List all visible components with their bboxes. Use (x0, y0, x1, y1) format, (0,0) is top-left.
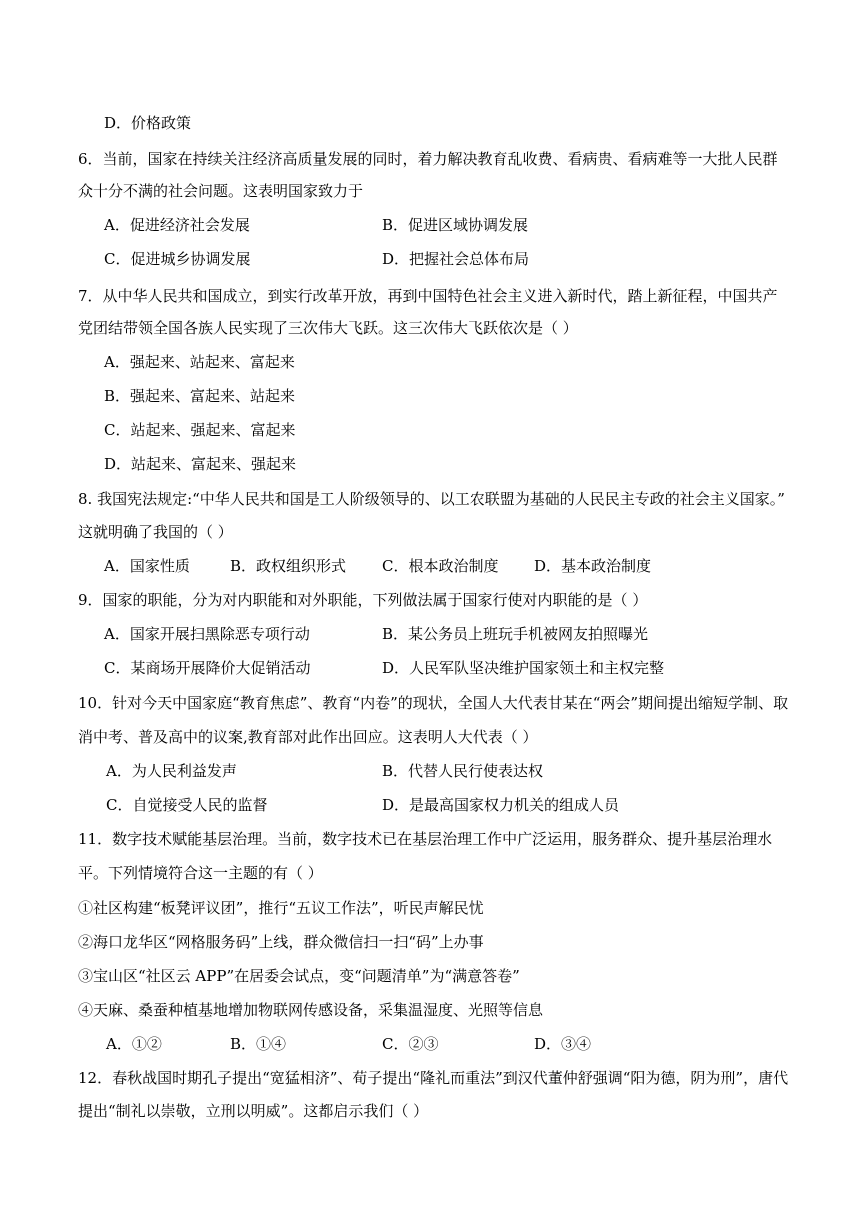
q11-item-1: ①社区构建“板凳评议团”，推行“五议工作法”，听民声解民忧 (78, 899, 484, 917)
q11-stem-line-1: 11．数字技术赋能基层治理。当前，数字技术已在基层治理工作中广泛运用，服务群众、提升基层治理水 (78, 830, 773, 848)
q6-option-d: D．把握社会总体布局 (382, 250, 530, 268)
q7-option-a: A．强起来、站起来、富起来 (104, 353, 295, 371)
q10-option-b: B．代替人民行使表达权 (382, 762, 544, 780)
q7-option-b: B．强起来、富起来、站起来 (104, 387, 296, 405)
q10-stem-line-2: 消中考、普及高中的议案,教育部对此作出回应。这表明人大代表（ ） (78, 728, 538, 746)
q11-option-d: D．③④ (534, 1035, 592, 1053)
q6-stem-line-2: 众十分不满的社会问题。这表明国家致力于 (78, 182, 364, 200)
q6-option-a: A．促进经济社会发展 (104, 216, 250, 234)
q6-option-b: B．促进区域协调发展 (382, 216, 529, 234)
q10-stem-line-1: 10．针对今天中国家庭“教育焦虑”、教育“内卷”的现状，全国人大代表甘某在“两会”期间提出缩短学制、取 (78, 694, 789, 712)
q8-option-a: A．国家性质 (104, 557, 190, 575)
q5-option-d: D．价格政策 (104, 114, 192, 132)
q8-option-c: C．根本政治制度 (382, 557, 499, 575)
q7-stem-line-1: 7．从中华人民共和国成立，到实行改革开放，再到中国特色社会主义进入新时代，踏上新征程，中国共产 (78, 287, 778, 305)
q8-option-d: D．基本政治制度 (534, 557, 652, 575)
q7-stem-line-2: 党团结带领全国各族人民实现了三次伟大飞跃。这三次伟大飞跃依次是（ ） (78, 319, 578, 337)
q7-option-c: C．站起来、强起来、富起来 (104, 421, 296, 439)
q9-option-c: C．某商场开展降价大促销活动 (104, 659, 311, 677)
q6-option-c: C．促进城乡协调发展 (104, 250, 251, 268)
q11-stem-line-2: 平。下列情境符合这一主题的有（ ） (78, 864, 323, 882)
q7-option-d: D．站起来、富起来、强起来 (104, 455, 297, 473)
q8-stem-line-2: 这就明确了我国的（ ） (78, 523, 233, 541)
q9-stem: 9．国家的职能，分为对内职能和对外职能，下列做法属于国家行使对内职能的是（ ） (78, 591, 648, 609)
q11-option-a: A．①② (106, 1035, 162, 1053)
q9-option-d: D．人民军队坚决维护国家领土和主权完整 (382, 659, 665, 677)
q9-option-b: B．某公务员上班玩手机被网友拍照曝光 (382, 625, 649, 643)
q12-stem-line-2: 提出“制礼以崇敬，立刑以明威”。这都启示我们（ ） (78, 1102, 429, 1120)
q11-item-3: ③宝山区“社区云 APP”在居委会试点，变“问题清单”为“满意答卷” (78, 967, 520, 985)
q8-stem-line-1: 8. 我国宪法规定:“中华人民共和国是工人阶级领导的、以工农联盟为基础的人民民主专政的社会主义国家。” (78, 490, 785, 508)
q10-option-d: D．是最高国家权力机关的组成人员 (382, 796, 620, 814)
q10-option-a: A．为人民利益发声 (106, 762, 237, 780)
q11-option-c: C．②③ (382, 1035, 439, 1053)
q8-option-b: B．政权组织形式 (230, 557, 347, 575)
q12-stem-line-1: 12．春秋战国时期孔子提出“宽猛相济”、荀子提出“隆礼而重法”到汉代董仲舒强调“阳为德，阴为刑”，唐代 (78, 1069, 789, 1087)
q11-option-b: B．①④ (230, 1035, 287, 1053)
q11-item-4: ④天麻、桑蚕种植基地增加物联网传感设备，采集温湿度、光照等信息 (78, 1001, 544, 1019)
q6-stem-line-1: 6．当前，国家在持续关注经济高质量发展的同时，着力解决教育乱收费、看病贵、看病难等一大批人民群 (78, 150, 778, 168)
q10-option-c: C．自觉接受人民的监督 (106, 796, 268, 814)
q11-item-2: ②海口龙华区“网格服务码”上线，群众微信扫一扫“码”上办事 (78, 933, 484, 951)
q9-option-a: A．国家开展扫黑除恶专项行动 (104, 625, 310, 643)
